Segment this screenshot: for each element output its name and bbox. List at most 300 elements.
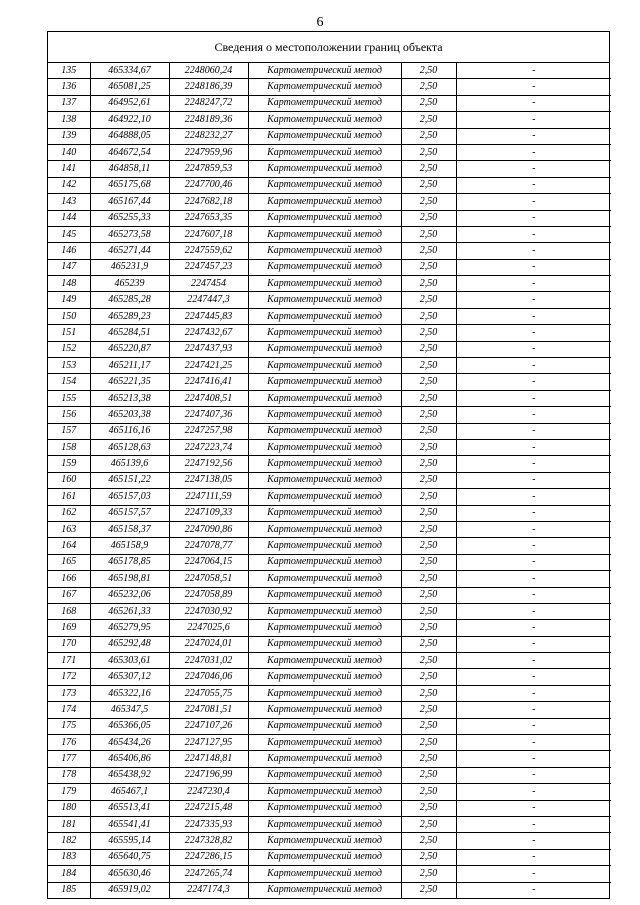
x-coordinate-cell: 465220,87 (90, 341, 169, 357)
point-number-cell: 174 (48, 702, 90, 718)
x-coordinate-cell: 465630,46 (90, 866, 169, 882)
y-coordinate-cell: 2248247,72 (169, 95, 248, 111)
table-row (48, 833, 611, 849)
description-cell: - (456, 718, 611, 734)
table-row (48, 521, 611, 537)
method-cell: Картометрический метод (248, 849, 401, 865)
table-row (48, 325, 611, 341)
point-number-cell: 179 (48, 784, 90, 800)
accuracy-cell: 2,50 (401, 226, 456, 242)
table-row (48, 653, 611, 669)
y-coordinate-cell: 2247335,93 (169, 816, 248, 832)
boundary-coordinates-sheet (47, 31, 610, 899)
accuracy-cell: 2,50 (401, 571, 456, 587)
x-coordinate-cell: 465175,68 (90, 177, 169, 193)
point-number-cell: 145 (48, 226, 90, 242)
table-row (48, 784, 611, 800)
method-cell: Картометрический метод (248, 702, 401, 718)
description-cell: - (456, 243, 611, 259)
description-cell: - (456, 144, 611, 160)
description-cell: - (456, 767, 611, 783)
y-coordinate-cell: 2247064,15 (169, 554, 248, 570)
accuracy-cell: 2,50 (401, 849, 456, 865)
x-coordinate-cell: 465307,12 (90, 669, 169, 685)
y-coordinate-cell: 2248189,36 (169, 112, 248, 128)
accuracy-cell: 2,50 (401, 603, 456, 619)
table-row (48, 505, 611, 521)
accuracy-cell: 2,50 (401, 112, 456, 128)
table-row (48, 63, 611, 79)
y-coordinate-cell: 2247859,53 (169, 161, 248, 177)
x-coordinate-cell: 465513,41 (90, 800, 169, 816)
accuracy-cell: 2,50 (401, 521, 456, 537)
description-cell: - (456, 423, 611, 439)
point-number-cell: 178 (48, 767, 90, 783)
accuracy-cell: 2,50 (401, 194, 456, 210)
y-coordinate-cell: 2247031,02 (169, 653, 248, 669)
y-coordinate-cell: 2247432,67 (169, 325, 248, 341)
table-row (48, 161, 611, 177)
x-coordinate-cell: 465271,44 (90, 243, 169, 259)
method-cell: Картометрический метод (248, 718, 401, 734)
method-cell: Картометрический метод (248, 292, 401, 308)
accuracy-cell: 2,50 (401, 866, 456, 882)
table-row (48, 620, 611, 636)
description-cell: - (456, 866, 611, 882)
y-coordinate-cell: 2247024,01 (169, 636, 248, 652)
x-coordinate-cell: 465255,33 (90, 210, 169, 226)
method-cell: Картометрический метод (248, 685, 401, 701)
point-number-cell: 155 (48, 390, 90, 406)
table-row (48, 800, 611, 816)
description-cell: - (456, 390, 611, 406)
y-coordinate-cell: 2247959,96 (169, 144, 248, 160)
point-number-cell: 173 (48, 685, 90, 701)
y-coordinate-cell: 2247148,81 (169, 751, 248, 767)
point-number-cell: 166 (48, 571, 90, 587)
description-cell: - (456, 177, 611, 193)
x-coordinate-cell: 465231,9 (90, 259, 169, 275)
description-cell: - (456, 784, 611, 800)
accuracy-cell: 2,50 (401, 79, 456, 95)
description-cell: - (456, 833, 611, 849)
accuracy-cell: 2,50 (401, 538, 456, 554)
method-cell: Картометрический метод (248, 456, 401, 472)
accuracy-cell: 2,50 (401, 259, 456, 275)
method-cell: Картометрический метод (248, 505, 401, 521)
description-cell: - (456, 112, 611, 128)
description-cell: - (456, 308, 611, 324)
method-cell: Картометрический метод (248, 79, 401, 95)
y-coordinate-cell: 2247257,98 (169, 423, 248, 439)
description-cell: - (456, 603, 611, 619)
method-cell: Картометрический метод (248, 636, 401, 652)
method-cell: Картометрический метод (248, 161, 401, 177)
point-number-cell: 152 (48, 341, 90, 357)
description-cell: - (456, 128, 611, 144)
y-coordinate-cell: 2247653,35 (169, 210, 248, 226)
y-coordinate-cell: 2247559,62 (169, 243, 248, 259)
y-coordinate-cell: 2247682,18 (169, 194, 248, 210)
x-coordinate-cell: 465347,5 (90, 702, 169, 718)
x-coordinate-cell: 465213,38 (90, 390, 169, 406)
point-number-cell: 144 (48, 210, 90, 226)
table-row (48, 407, 611, 423)
description-cell: - (456, 669, 611, 685)
point-number-cell: 140 (48, 144, 90, 160)
x-coordinate-cell: 464672,54 (90, 144, 169, 160)
point-number-cell: 157 (48, 423, 90, 439)
x-coordinate-cell: 465232,06 (90, 587, 169, 603)
x-coordinate-cell: 465366,05 (90, 718, 169, 734)
x-coordinate-cell: 465284,51 (90, 325, 169, 341)
point-number-cell: 171 (48, 653, 90, 669)
y-coordinate-cell: 2247437,93 (169, 341, 248, 357)
description-cell: - (456, 521, 611, 537)
table-row (48, 587, 611, 603)
description-cell: - (456, 882, 611, 898)
method-cell: Картометрический метод (248, 243, 401, 259)
accuracy-cell: 2,50 (401, 63, 456, 79)
accuracy-cell: 2,50 (401, 144, 456, 160)
x-coordinate-cell: 465157,57 (90, 505, 169, 521)
point-number-cell: 184 (48, 866, 90, 882)
table-row (48, 144, 611, 160)
page-number: 6 (316, 15, 324, 30)
x-coordinate-cell: 464922,10 (90, 112, 169, 128)
y-coordinate-cell: 2247408,51 (169, 390, 248, 406)
table-row (48, 276, 611, 292)
accuracy-cell: 2,50 (401, 423, 456, 439)
point-number-cell: 175 (48, 718, 90, 734)
accuracy-cell: 2,50 (401, 636, 456, 652)
y-coordinate-cell: 2248060,24 (169, 63, 248, 79)
accuracy-cell: 2,50 (401, 358, 456, 374)
point-number-cell: 159 (48, 456, 90, 472)
description-cell: - (456, 79, 611, 95)
y-coordinate-cell: 2247078,77 (169, 538, 248, 554)
x-coordinate-cell: 465434,26 (90, 735, 169, 751)
method-cell: Картометрический метод (248, 95, 401, 111)
accuracy-cell: 2,50 (401, 456, 456, 472)
table-row (48, 554, 611, 570)
y-coordinate-cell: 2247607,18 (169, 226, 248, 242)
x-coordinate-cell: 465198,81 (90, 571, 169, 587)
accuracy-cell: 2,50 (401, 489, 456, 505)
table-row (48, 226, 611, 242)
description-cell: - (456, 751, 611, 767)
y-coordinate-cell: 2247174,3 (169, 882, 248, 898)
accuracy-cell: 2,50 (401, 685, 456, 701)
y-coordinate-cell: 2247138,05 (169, 472, 248, 488)
x-coordinate-cell: 465167,44 (90, 194, 169, 210)
method-cell: Картометрический метод (248, 144, 401, 160)
method-cell: Картометрический метод (248, 390, 401, 406)
description-cell: - (456, 374, 611, 390)
coordinates-table (48, 63, 611, 898)
accuracy-cell: 2,50 (401, 702, 456, 718)
method-cell: Картометрический метод (248, 259, 401, 275)
x-coordinate-cell: 465157,03 (90, 489, 169, 505)
method-cell: Картометрический метод (248, 784, 401, 800)
accuracy-cell: 2,50 (401, 882, 456, 898)
x-coordinate-cell: 465406,86 (90, 751, 169, 767)
description-cell: - (456, 702, 611, 718)
y-coordinate-cell: 2247445,83 (169, 308, 248, 324)
point-number-cell: 138 (48, 112, 90, 128)
accuracy-cell: 2,50 (401, 407, 456, 423)
point-number-cell: 141 (48, 161, 90, 177)
table-row (48, 194, 611, 210)
y-coordinate-cell: 2247046,06 (169, 669, 248, 685)
point-number-cell: 135 (48, 63, 90, 79)
table-row (48, 735, 611, 751)
point-number-cell: 169 (48, 620, 90, 636)
x-coordinate-cell: 465322,16 (90, 685, 169, 701)
point-number-cell: 182 (48, 833, 90, 849)
accuracy-cell: 2,50 (401, 390, 456, 406)
accuracy-cell: 2,50 (401, 210, 456, 226)
table-row (48, 882, 611, 898)
x-coordinate-cell: 465289,23 (90, 308, 169, 324)
point-number-cell: 170 (48, 636, 90, 652)
point-number-cell: 158 (48, 439, 90, 455)
x-coordinate-cell: 465279,95 (90, 620, 169, 636)
x-coordinate-cell: 465467,1 (90, 784, 169, 800)
table-row (48, 341, 611, 357)
description-cell: - (456, 685, 611, 701)
method-cell: Картометрический метод (248, 374, 401, 390)
method-cell: Картометрический метод (248, 226, 401, 242)
method-cell: Картометрический метод (248, 210, 401, 226)
table-row (48, 358, 611, 374)
y-coordinate-cell: 2247328,82 (169, 833, 248, 849)
table-row (48, 489, 611, 505)
point-number-cell: 185 (48, 882, 90, 898)
y-coordinate-cell: 2247416,41 (169, 374, 248, 390)
y-coordinate-cell: 2247421,25 (169, 358, 248, 374)
y-coordinate-cell: 2247090,86 (169, 521, 248, 537)
x-coordinate-cell: 465158,9 (90, 538, 169, 554)
description-cell: - (456, 505, 611, 521)
method-cell: Картометрический метод (248, 653, 401, 669)
point-number-cell: 136 (48, 79, 90, 95)
y-coordinate-cell: 2247700,46 (169, 177, 248, 193)
x-coordinate-cell: 465334,67 (90, 63, 169, 79)
table-row (48, 292, 611, 308)
table-row (48, 849, 611, 865)
table-row (48, 243, 611, 259)
accuracy-cell: 2,50 (401, 95, 456, 111)
x-coordinate-cell: 465438,92 (90, 767, 169, 783)
y-coordinate-cell: 2247286,15 (169, 849, 248, 865)
method-cell: Картометрический метод (248, 489, 401, 505)
method-cell: Картометрический метод (248, 276, 401, 292)
method-cell: Картометрический метод (248, 735, 401, 751)
table-row (48, 538, 611, 554)
method-cell: Картометрический метод (248, 800, 401, 816)
y-coordinate-cell: 2247107,26 (169, 718, 248, 734)
point-number-cell: 164 (48, 538, 90, 554)
table-row (48, 571, 611, 587)
x-coordinate-cell: 464858,11 (90, 161, 169, 177)
method-cell: Картометрический метод (248, 112, 401, 128)
method-cell: Картометрический метод (248, 767, 401, 783)
table-row (48, 423, 611, 439)
y-coordinate-cell: 2248186,39 (169, 79, 248, 95)
method-cell: Картометрический метод (248, 521, 401, 537)
y-coordinate-cell: 2247223,74 (169, 439, 248, 455)
table-row (48, 767, 611, 783)
point-number-cell: 162 (48, 505, 90, 521)
accuracy-cell: 2,50 (401, 276, 456, 292)
x-coordinate-cell: 465081,25 (90, 79, 169, 95)
method-cell: Картометрический метод (248, 194, 401, 210)
table-row (48, 79, 611, 95)
description-cell: - (456, 325, 611, 341)
accuracy-cell: 2,50 (401, 341, 456, 357)
point-number-cell: 163 (48, 521, 90, 537)
method-cell: Картометрический метод (248, 603, 401, 619)
point-number-cell: 150 (48, 308, 90, 324)
accuracy-cell: 2,50 (401, 472, 456, 488)
accuracy-cell: 2,50 (401, 292, 456, 308)
accuracy-cell: 2,50 (401, 816, 456, 832)
y-coordinate-cell: 2247457,23 (169, 259, 248, 275)
method-cell: Картометрический метод (248, 751, 401, 767)
table-row (48, 390, 611, 406)
description-cell: - (456, 161, 611, 177)
description-cell: - (456, 816, 611, 832)
accuracy-cell: 2,50 (401, 767, 456, 783)
table-row (48, 210, 611, 226)
method-cell: Картометрический метод (248, 308, 401, 324)
accuracy-cell: 2,50 (401, 308, 456, 324)
accuracy-cell: 2,50 (401, 587, 456, 603)
table-row (48, 259, 611, 275)
x-coordinate-cell: 465158,37 (90, 521, 169, 537)
method-cell: Картометрический метод (248, 341, 401, 357)
x-coordinate-cell: 465292,48 (90, 636, 169, 652)
point-number-cell: 139 (48, 128, 90, 144)
table-row (48, 472, 611, 488)
description-cell: - (456, 849, 611, 865)
table-row (48, 702, 611, 718)
description-cell: - (456, 194, 611, 210)
point-number-cell: 160 (48, 472, 90, 488)
x-coordinate-cell: 465640,75 (90, 849, 169, 865)
description-cell: - (456, 210, 611, 226)
section-title: Сведения о местоположении границ объекта (48, 32, 609, 63)
description-cell: - (456, 800, 611, 816)
description-cell: - (456, 226, 611, 242)
y-coordinate-cell: 2247109,33 (169, 505, 248, 521)
method-cell: Картометрический метод (248, 669, 401, 685)
x-coordinate-cell: 465239 (90, 276, 169, 292)
point-number-cell: 156 (48, 407, 90, 423)
method-cell: Картометрический метод (248, 882, 401, 898)
accuracy-cell: 2,50 (401, 718, 456, 734)
x-coordinate-cell: 465151,22 (90, 472, 169, 488)
point-number-cell: 149 (48, 292, 90, 308)
accuracy-cell: 2,50 (401, 620, 456, 636)
accuracy-cell: 2,50 (401, 800, 456, 816)
accuracy-cell: 2,50 (401, 505, 456, 521)
point-number-cell: 167 (48, 587, 90, 603)
description-cell: - (456, 735, 611, 751)
method-cell: Картометрический метод (248, 554, 401, 570)
x-coordinate-cell: 464952,61 (90, 95, 169, 111)
table-row (48, 177, 611, 193)
point-number-cell: 183 (48, 849, 90, 865)
method-cell: Картометрический метод (248, 472, 401, 488)
x-coordinate-cell: 464888,05 (90, 128, 169, 144)
accuracy-cell: 2,50 (401, 374, 456, 390)
x-coordinate-cell: 465261,33 (90, 603, 169, 619)
description-cell: - (456, 489, 611, 505)
table-row (48, 685, 611, 701)
table-row (48, 456, 611, 472)
y-coordinate-cell: 2247407,36 (169, 407, 248, 423)
y-coordinate-cell: 2247265,74 (169, 866, 248, 882)
description-cell: - (456, 407, 611, 423)
accuracy-cell: 2,50 (401, 554, 456, 570)
point-number-cell: 165 (48, 554, 90, 570)
accuracy-cell: 2,50 (401, 439, 456, 455)
description-cell: - (456, 439, 611, 455)
method-cell: Картометрический метод (248, 128, 401, 144)
point-number-cell: 142 (48, 177, 90, 193)
x-coordinate-cell: 465285,28 (90, 292, 169, 308)
method-cell: Картометрический метод (248, 833, 401, 849)
x-coordinate-cell: 465116,16 (90, 423, 169, 439)
table-row (48, 751, 611, 767)
point-number-cell: 168 (48, 603, 90, 619)
y-coordinate-cell: 2247081,51 (169, 702, 248, 718)
table-row (48, 374, 611, 390)
method-cell: Картометрический метод (248, 439, 401, 455)
method-cell: Картометрический метод (248, 620, 401, 636)
y-coordinate-cell: 2247025,6 (169, 620, 248, 636)
y-coordinate-cell: 2247127,95 (169, 735, 248, 751)
y-coordinate-cell: 2247111,59 (169, 489, 248, 505)
description-cell: - (456, 456, 611, 472)
description-cell: - (456, 538, 611, 554)
accuracy-cell: 2,50 (401, 751, 456, 767)
x-coordinate-cell: 465128,63 (90, 439, 169, 455)
y-coordinate-cell: 2247447,3 (169, 292, 248, 308)
accuracy-cell: 2,50 (401, 177, 456, 193)
y-coordinate-cell: 2247454 (169, 276, 248, 292)
x-coordinate-cell: 465178,85 (90, 554, 169, 570)
method-cell: Картометрический метод (248, 358, 401, 374)
table-row (48, 669, 611, 685)
point-number-cell: 137 (48, 95, 90, 111)
point-number-cell: 161 (48, 489, 90, 505)
point-number-cell: 177 (48, 751, 90, 767)
y-coordinate-cell: 2247030,92 (169, 603, 248, 619)
method-cell: Картометрический метод (248, 571, 401, 587)
table-row (48, 816, 611, 832)
accuracy-cell: 2,50 (401, 833, 456, 849)
table-row (48, 112, 611, 128)
y-coordinate-cell: 2247196,99 (169, 767, 248, 783)
point-number-cell: 148 (48, 276, 90, 292)
method-cell: Картометрический метод (248, 538, 401, 554)
table-row (48, 128, 611, 144)
accuracy-cell: 2,50 (401, 161, 456, 177)
description-cell: - (456, 95, 611, 111)
